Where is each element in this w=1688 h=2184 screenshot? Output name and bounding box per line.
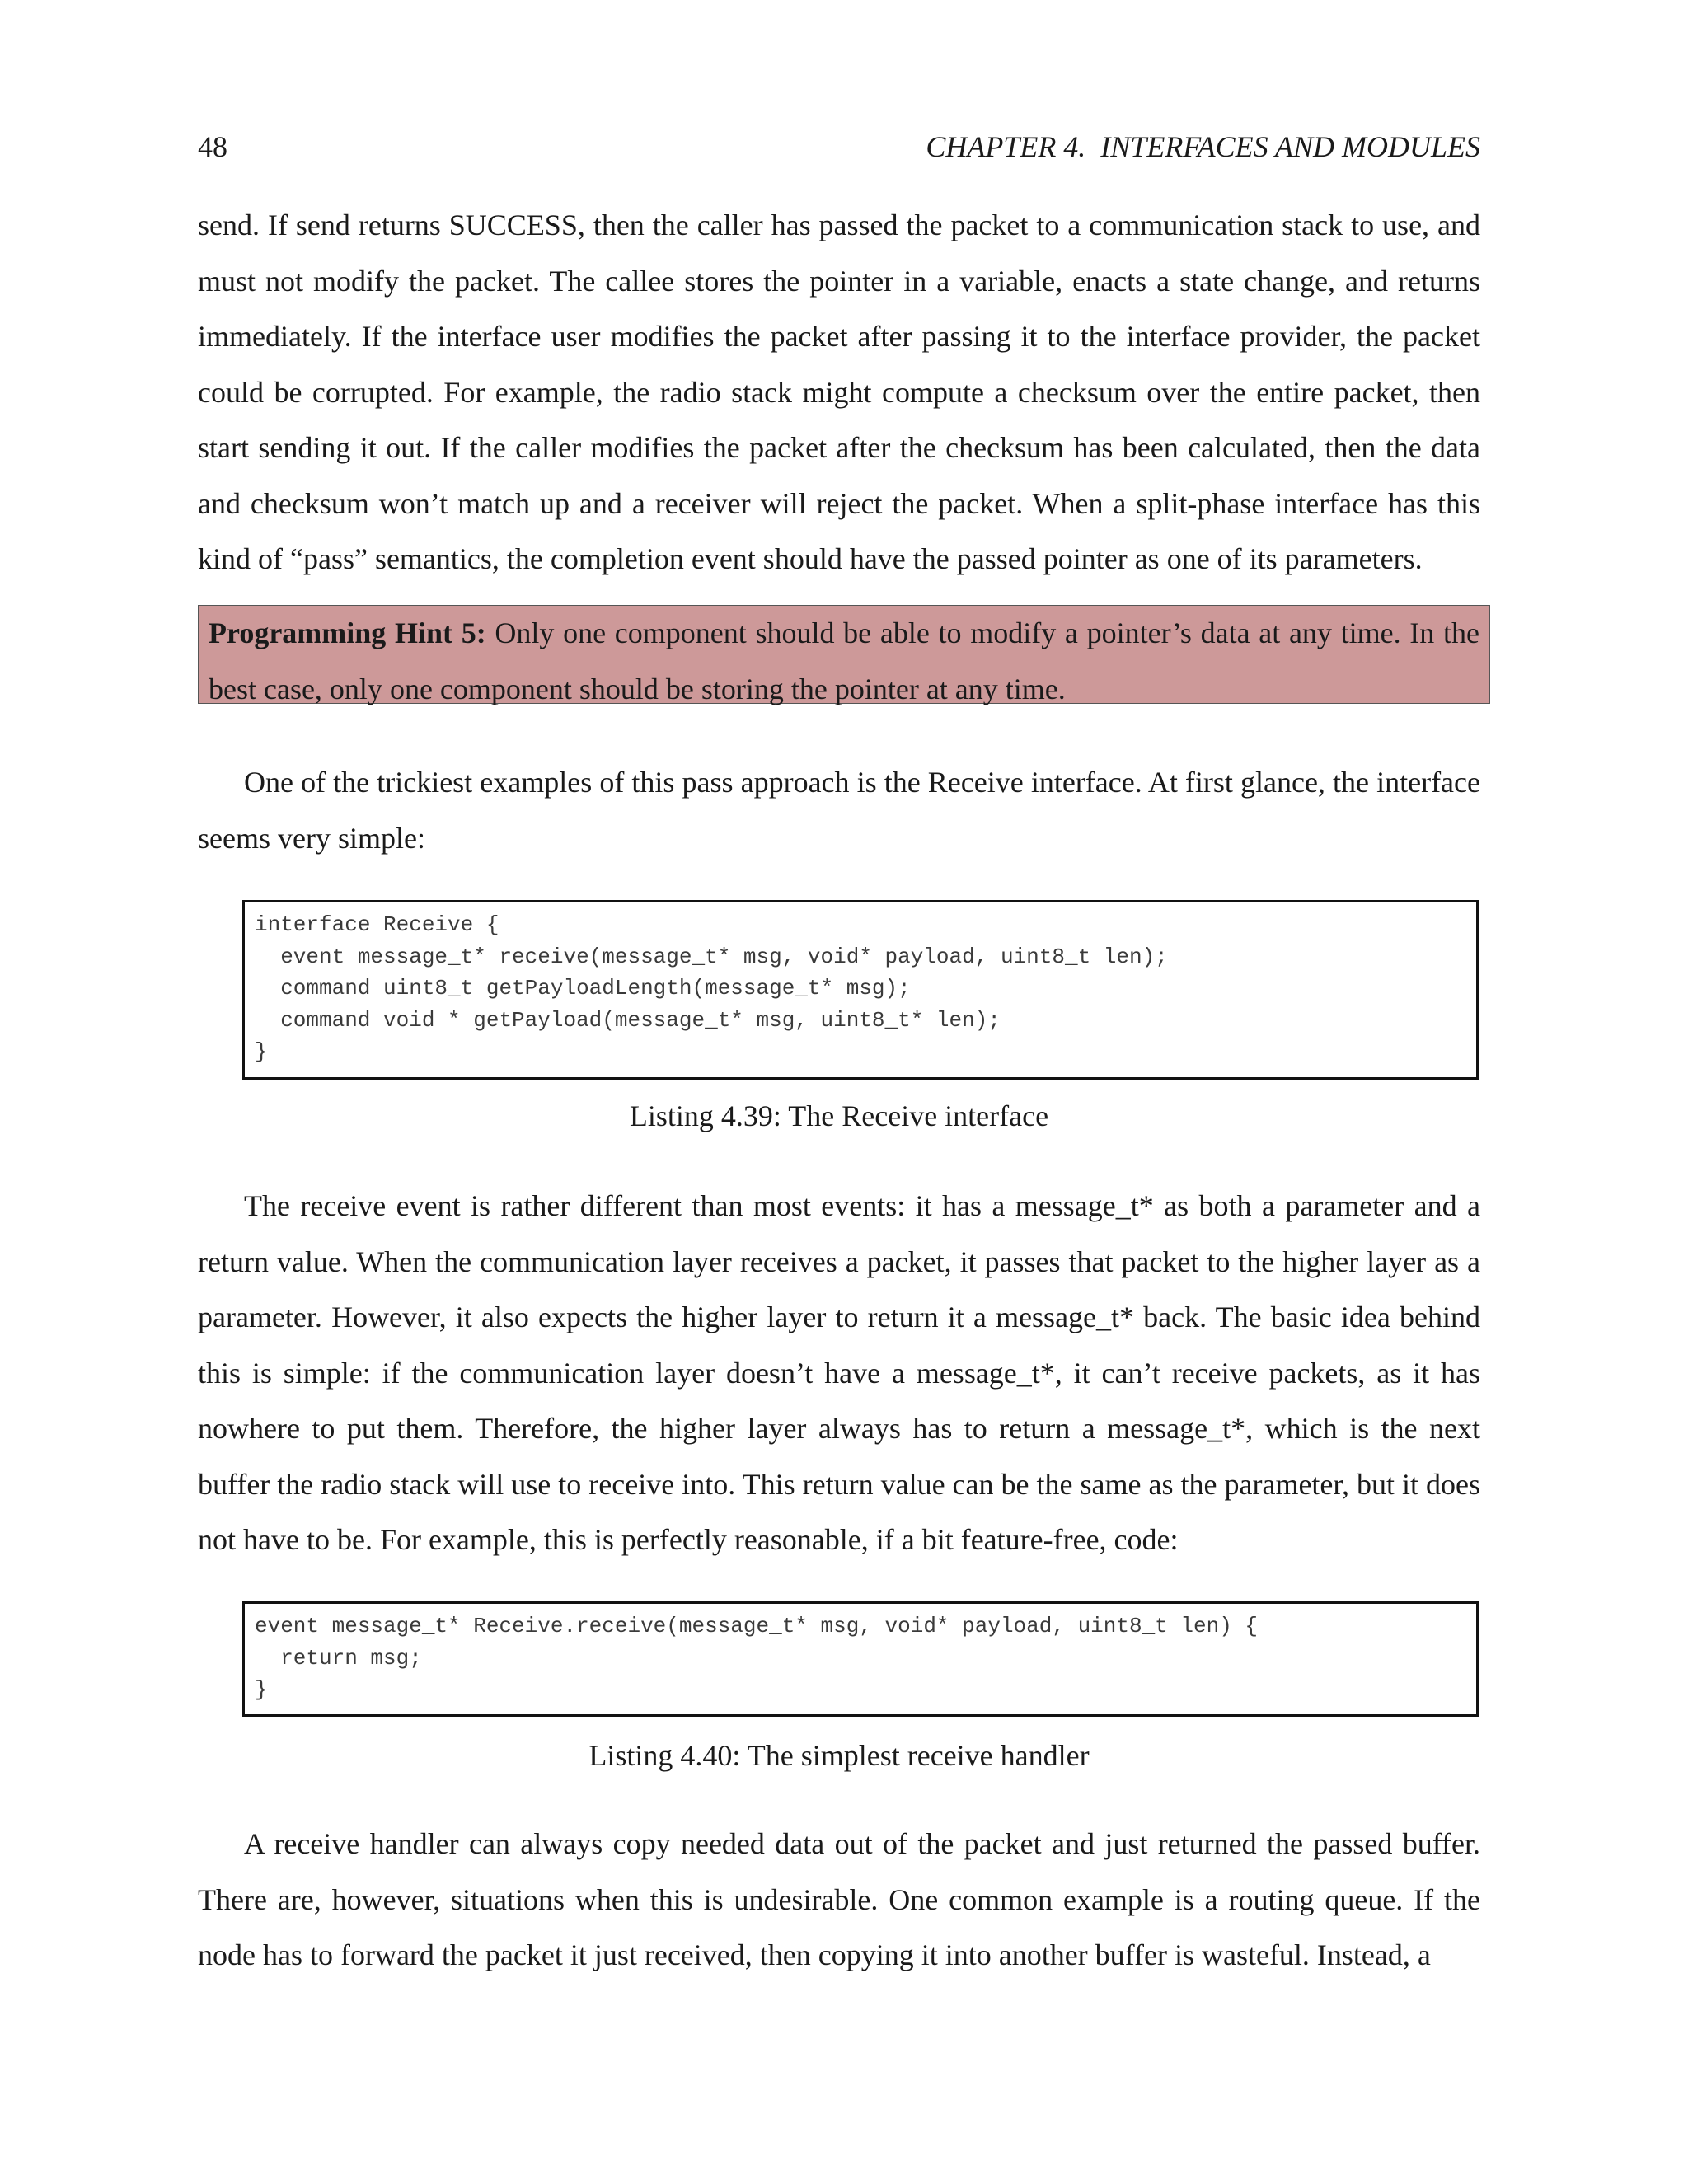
code-line: } [255,1677,268,1702]
code-line: interface Receive { [255,912,499,937]
hint-label: Programming Hint 5: [209,616,486,649]
hint-text: Only one component should be able to modify a pointer’s data at any time. In the best case, only one component should be storing the pointer at any time. [209,616,1479,705]
code-line: event message_t* Receive.receive(message_t* msg, void* payload, uint8_t len) { [255,1614,1258,1638]
code-line: } [255,1039,268,1064]
code-listing-receive-handler [242,1601,1479,1717]
page-number: 48 [198,130,227,163]
body-paragraph: A receive handler can always copy needed data out of the packet and just returned the passed buffer. There are, however, situations when this is undesirable. One common example is a routing queue. If the node has to forward the packet it just received, then copying it into another buffer is wasteful. Instead, a [198,1827,1480,1971]
listing-caption: Listing 4.39: The Receive interface [629,1099,1049,1132]
code-line: command uint8_t getPayloadLength(message_t* msg); [255,976,911,1001]
programming-hint-box [198,605,1490,704]
code-line: command void * getPayload(message_t* msg, uint8_t* len); [255,1007,1001,1033]
listing-caption: Listing 4.40: The simplest receive handler [588,1739,1090,1772]
body-paragraph: send. If send returns SUCCESS, then the caller has passed the packet to a communication stack to use, and must not modify the packet. The callee stores the pointer in a variable, enacts a state change, and returns immediately. If the interface user modifies the packet after passing it to the interface provider, the packet could be corrupted. For example, the radio stack might compute a checksum over the entire packet, then start sending it out. If the caller modifies the packet after the checksum has been calculated, then the data and checksum won’t match up and a receiver will reject the packet. When a split-phase interface has this kind of “pass” semantics, the completion event should have the passed pointer as one of its parameters. [198,209,1480,575]
body-paragraph: One of the trickiest examples of this pass approach is the Receive interface. At first glance, the interface seems very simple: [198,766,1480,855]
code-line: return msg; [255,1645,422,1671]
running-head: CHAPTER 4. INTERFACES AND MODULES [926,130,1480,163]
code-line: event message_t* receive(message_t* msg, void* payload, uint8_t len); [255,944,1168,969]
body-paragraph: The receive event is rather different than most events: it has a message_t* as both a parameter and a return value. When the communication layer receives a packet, it passes that packet to the higher layer as a parameter. However, it also expects the higher layer to return it a message_t* back. The basic idea behind this is simple: if the communication layer doesn’t have a message_t*, it can’t receive packets, as it has nowhere to put them. Therefore, the higher layer always has to return a message_t*, which is the next buffer the radio stack will use to receive into. This return value can be the same as the parameter, but it does not have to be. For example, this is perfectly reasonable, if a bit feature-free, code: [198,1189,1480,1556]
code-listing-receive-interface [242,900,1479,1080]
